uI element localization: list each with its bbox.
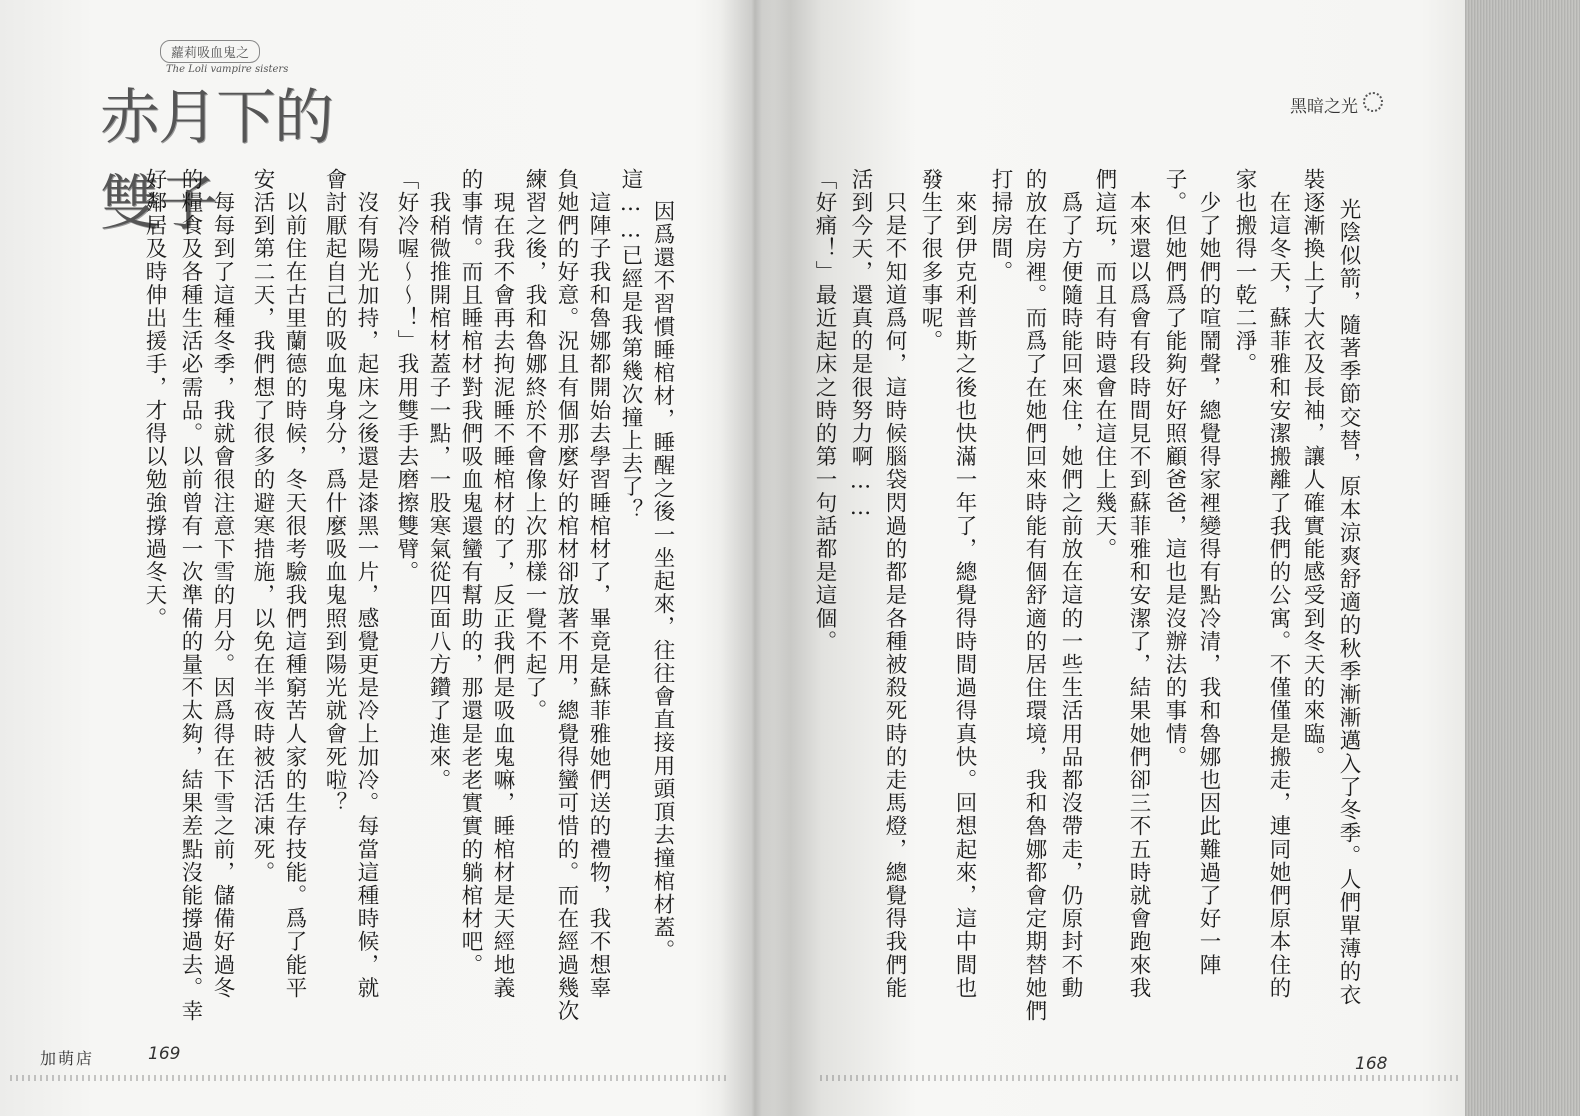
text-column: 現在我不會再去拘泥睡不睡棺材的了，反正我們是吸血鬼嘛，睡棺材是天經地義 xyxy=(490,168,515,1000)
text-column: 負她們的好意。況且有個那麼好的棺材卻放著不用，總覺得蠻可惜的。而在經過幾次 xyxy=(554,168,579,1023)
publisher-name: 加萌店 xyxy=(40,1049,95,1068)
book-spine xyxy=(720,0,790,1116)
chapter-title: 黑暗之光 xyxy=(1290,97,1358,117)
text-column: 這……已經是我第幾次撞上去了？ xyxy=(618,168,643,522)
footer-rule xyxy=(10,1075,730,1081)
page-number: 168 xyxy=(1355,1054,1388,1074)
text-column: 好鄰居及時伸出援手，才得以勉強撐過冬天。 xyxy=(142,168,167,630)
text-column: 安活到第二天，我們想了很多的避寒措施，以免在半夜時被活活凍死。 xyxy=(250,168,275,885)
left-footer xyxy=(40,1040,240,1070)
page-edges xyxy=(1465,0,1580,1116)
text-column: 來到伊克利普斯之後也快滿一年了，總覺得時間過得真快。回想起來，這中間也 xyxy=(952,168,977,1000)
text-column: 每每到了這種冬季，我就會很注意下雪的月分。因爲得在下雪之前，儲備好過冬 xyxy=(210,168,235,1000)
page-number: 169 xyxy=(148,1044,181,1064)
text-column: 只是不知道爲何，這時候腦袋閃過的都是各種被殺死時的走馬燈，總覺得我們能 xyxy=(882,168,907,1000)
text-column: 活到今天，還真的是很努力啊…… xyxy=(848,168,873,522)
series-label: 蘿莉吸血鬼之 xyxy=(160,40,260,63)
text-column: 「好冷喔～～！」我用雙手去磨擦雙臂。 xyxy=(394,168,419,584)
book-title-logo xyxy=(100,40,370,239)
series-english: The Loli vampire sisters xyxy=(166,64,289,75)
text-column: 這陣子我和魯娜都開始去學習睡棺材了，畢竟是蘇菲雅她們送的禮物，我不想辜 xyxy=(586,168,611,1000)
text-column: 們這玩，而且有時還會在這住上幾天。 xyxy=(1092,168,1117,561)
text-column: 打掃房間。 xyxy=(988,168,1013,284)
text-column: 發生了很多事呢。 xyxy=(918,168,943,353)
text-column: 沒有陽光加持，起床之後還是漆黑一片，感覺更是冷上加冷。每當這種時候，就 xyxy=(354,168,379,1000)
text-column: 的事情。而且睡棺材對我們吸血鬼還蠻有幫助的，那還是老老實實的躺棺材吧。 xyxy=(458,168,483,977)
text-column: 練習之後，我和魯娜終於不會像上次那樣一覺不起了。 xyxy=(522,168,547,723)
text-column: 光陰似箭，隨著季節交替，原本涼爽舒適的秋季漸漸邁入了冬季。人們單薄的衣 xyxy=(1336,198,1361,1007)
text-column: 爲了方便隨時能回來住，她們之前放在這的一些生活用品都沒帶走，仍原封不動 xyxy=(1058,168,1083,1000)
text-column: 的糧食及各種生活必需品。以前曾有一次準備的量不太夠，結果差點沒能撐過去。幸 xyxy=(178,168,203,1023)
footer-rule xyxy=(820,1075,1460,1081)
text-column: 家也搬得一乾二淨。 xyxy=(1232,168,1257,376)
text-column: 的放在房裡。而爲了在她們回來時能有個舒適的居住環境，我和魯娜都會定期替她們 xyxy=(1022,168,1047,1023)
text-column: 本來還以爲會有段時間見不到蘇菲雅和安潔了，結果她們卻三不五時就會跑來我 xyxy=(1126,168,1151,1000)
text-column: 「好痛！」最近起床之時的第一句話都是這個。 xyxy=(812,168,837,654)
text-column: 以前住在古里蘭德的時候，冬天很考驗我們這種窮苦人家的生存技能。爲了能平 xyxy=(282,168,307,1000)
text-column: 裝逐漸換上了大衣及長袖，讓人確實能感受到冬天的來臨。 xyxy=(1300,168,1325,769)
text-column: 少了她們的喧鬧聲，總覺得家裡變得有點冷清，我和魯娜也因此難過了好一陣 xyxy=(1196,168,1221,977)
text-column: 會討厭起自己的吸血鬼身分，爲什麼吸血鬼照到陽光就會死啦？ xyxy=(322,168,347,815)
chapter-ornament-icon xyxy=(1363,92,1383,112)
text-column: 子。但她們爲了能夠好好照顧爸爸，這也是沒辦法的事情。 xyxy=(1162,168,1187,769)
text-column: 因爲還不習慣睡棺材，睡醒之後一坐起來，往往會直接用頭頂去撞棺材蓋。 xyxy=(650,200,675,963)
book-title: 赤月下的雙子 xyxy=(100,83,332,239)
text-column: 在這冬天，蘇菲雅和安潔搬離了我們的公寓。不僅僅是搬走，連同她們原本住的 xyxy=(1266,168,1291,1000)
text-column: 我稍微推開棺材蓋子一點，一股寒氣從四面八方鑽了進來。 xyxy=(426,168,451,792)
